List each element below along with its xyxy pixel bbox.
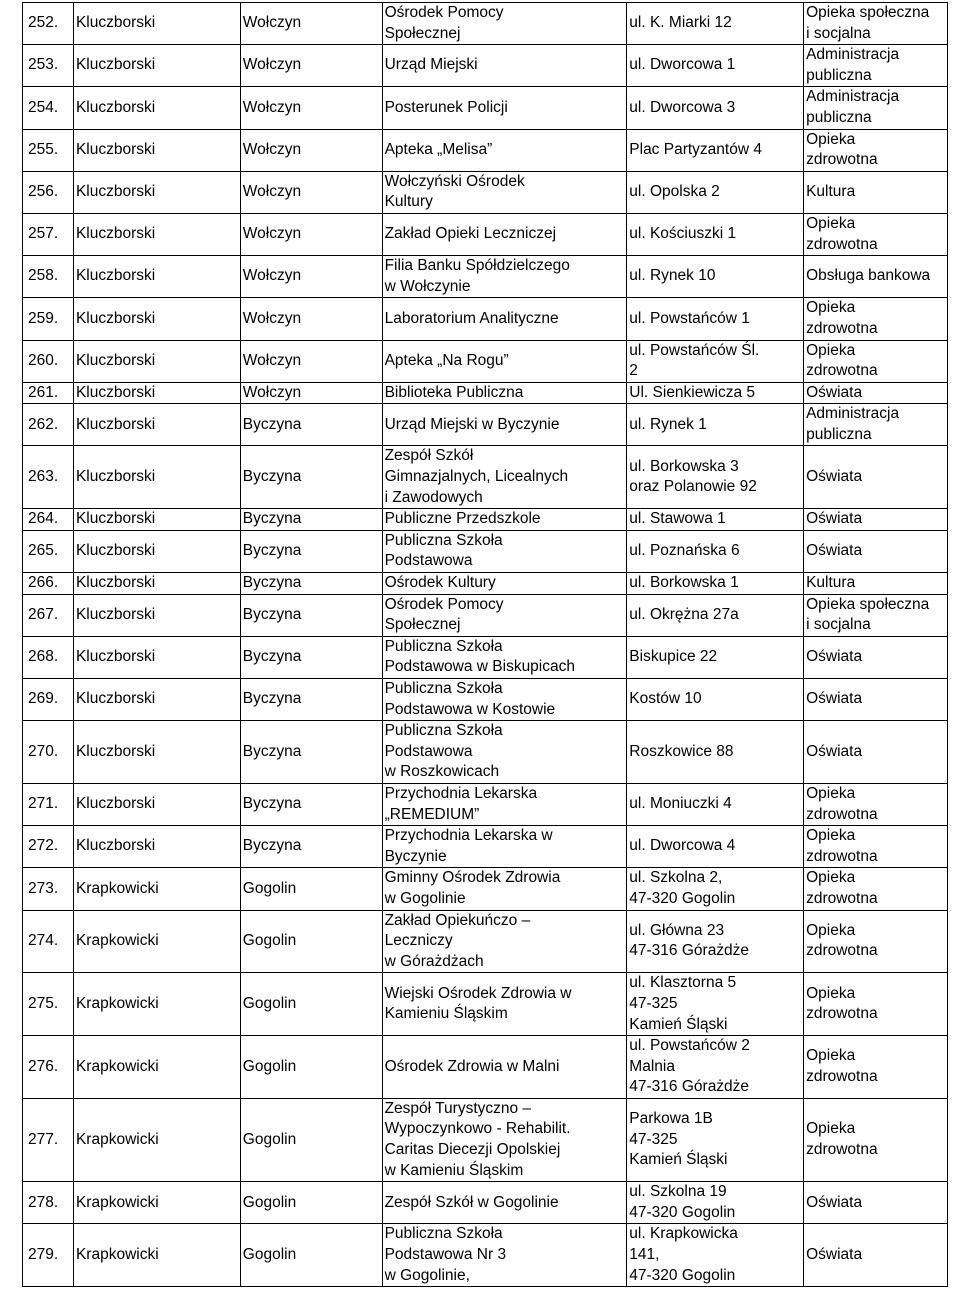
cell-category: Opieka zdrowotna — [804, 868, 948, 910]
cell-address: ul. K. Miarki 12 — [627, 3, 804, 45]
cell-address: ul. Dworcowa 4 — [627, 826, 804, 868]
cell-county: Kluczborski — [73, 3, 240, 45]
cell-number: 279. — [23, 1224, 74, 1287]
cell-number: 254. — [23, 87, 74, 129]
table-row — [23, 446, 948, 509]
cell-category: Oświata — [804, 679, 948, 721]
cell-county: Kluczborski — [73, 129, 240, 171]
cell-municipality: Wołczyn — [240, 298, 382, 340]
cell-category: Opieka zdrowotna — [804, 783, 948, 825]
cell-county: Kluczborski — [73, 171, 240, 213]
cell-address: ul. Moniuczki 4 — [627, 783, 804, 825]
cell-institution-name: Posterunek Policji — [382, 87, 627, 129]
cell-number: 276. — [23, 1036, 74, 1099]
cell-address: ul. Szkolna 19 47-320 Gogolin — [627, 1182, 804, 1224]
table-row — [23, 340, 948, 382]
cell-county: Kluczborski — [73, 446, 240, 509]
cell-number: 277. — [23, 1098, 74, 1181]
cell-municipality: Byczyna — [240, 636, 382, 678]
cell-address: ul. Opolska 2 — [627, 171, 804, 213]
cell-address: ul. Kościuszki 1 — [627, 213, 804, 255]
cell-address: Biskupice 22 — [627, 636, 804, 678]
cell-number: 262. — [23, 404, 74, 446]
cell-county: Krapkowicki — [73, 1098, 240, 1181]
table-body — [23, 3, 948, 1287]
table-row — [23, 3, 948, 45]
table-row — [23, 530, 948, 572]
institutions-table — [22, 2, 948, 1287]
cell-institution-name: Zespół Szkół w Gogolinie — [382, 1182, 627, 1224]
cell-number: 269. — [23, 679, 74, 721]
cell-county: Kluczborski — [73, 530, 240, 572]
cell-category: Opieka zdrowotna — [804, 973, 948, 1036]
cell-address: ul. Klasztorna 5 47-325 Kamień Śląski — [627, 973, 804, 1036]
cell-address: Plac Partyzantów 4 — [627, 129, 804, 171]
table-row — [23, 910, 948, 973]
cell-county: Kluczborski — [73, 573, 240, 595]
cell-category: Opieka zdrowotna — [804, 1098, 948, 1181]
cell-county: Kluczborski — [73, 594, 240, 636]
cell-county: Kluczborski — [73, 298, 240, 340]
cell-number: 253. — [23, 45, 74, 87]
cell-category: Administracja publiczna — [804, 87, 948, 129]
cell-address: ul. Powstańców 1 — [627, 298, 804, 340]
cell-category: Oświata — [804, 721, 948, 784]
cell-institution-name: Przychodnia Lekarska „REMEDIUM” — [382, 783, 627, 825]
cell-municipality: Wołczyn — [240, 340, 382, 382]
cell-category: Opieka zdrowotna — [804, 340, 948, 382]
table-row — [23, 298, 948, 340]
cell-address: ul. Powstańców Śl. 2 — [627, 340, 804, 382]
cell-number: 265. — [23, 530, 74, 572]
cell-institution-name: Publiczna Szkoła Podstawowa w Kostowie — [382, 679, 627, 721]
cell-county: Kluczborski — [73, 721, 240, 784]
cell-municipality: Byczyna — [240, 446, 382, 509]
cell-institution-name: Ośrodek Pomocy Społecznej — [382, 3, 627, 45]
cell-municipality: Gogolin — [240, 868, 382, 910]
cell-category: Oświata — [804, 530, 948, 572]
cell-category: Kultura — [804, 171, 948, 213]
cell-number: 266. — [23, 573, 74, 595]
cell-address: ul. Dworcowa 3 — [627, 87, 804, 129]
cell-municipality: Byczyna — [240, 679, 382, 721]
cell-county: Krapkowicki — [73, 868, 240, 910]
cell-institution-name: Publiczna Szkoła Podstawowa w Biskupicach — [382, 636, 627, 678]
cell-category: Opieka społeczna i socjalna — [804, 3, 948, 45]
cell-category: Oświata — [804, 1182, 948, 1224]
cell-institution-name: Ośrodek Zdrowia w Malni — [382, 1036, 627, 1099]
cell-municipality: Wołczyn — [240, 171, 382, 213]
cell-institution-name: Zespół Szkół Gimnazjalnych, Licealnych i Zawodowych — [382, 446, 627, 509]
cell-address: ul. Główna 23 47-316 Górażdże — [627, 910, 804, 973]
cell-municipality: Byczyna — [240, 509, 382, 531]
cell-institution-name: Ośrodek Pomocy Społecznej — [382, 594, 627, 636]
cell-institution-name: Zespół Turystyczno – Wypoczynkowo - Rehabilit. Caritas Diecezji Opolskiej w Kamieniu Śląskim — [382, 1098, 627, 1181]
cell-county: Kluczborski — [73, 509, 240, 531]
cell-municipality: Byczyna — [240, 721, 382, 784]
cell-address: ul. Stawowa 1 — [627, 509, 804, 531]
cell-county: Kluczborski — [73, 382, 240, 404]
cell-institution-name: Filia Banku Spółdzielczego w Wołczynie — [382, 256, 627, 298]
cell-address: ul. Borkowska 3 oraz Polanowie 92 — [627, 446, 804, 509]
cell-address: ul. Poznańska 6 — [627, 530, 804, 572]
cell-number: 267. — [23, 594, 74, 636]
table-row — [23, 636, 948, 678]
table-row — [23, 45, 948, 87]
cell-address: Roszkowice 88 — [627, 721, 804, 784]
cell-category: Oświata — [804, 382, 948, 404]
cell-municipality: Gogolin — [240, 973, 382, 1036]
cell-municipality: Gogolin — [240, 910, 382, 973]
cell-number: 257. — [23, 213, 74, 255]
cell-address: ul. Rynek 1 — [627, 404, 804, 446]
cell-county: Kluczborski — [73, 636, 240, 678]
cell-institution-name: Wiejski Ośrodek Zdrowia w Kamieniu Śląskim — [382, 973, 627, 1036]
cell-institution-name: Publiczna Szkoła Podstawowa Nr 3 w Gogolinie, — [382, 1224, 627, 1287]
cell-address: ul. Krapkowicka 141, 47-320 Gogolin — [627, 1224, 804, 1287]
table-row — [23, 256, 948, 298]
cell-address: ul. Rynek 10 — [627, 256, 804, 298]
cell-institution-name: Ośrodek Kultury — [382, 573, 627, 595]
cell-number: 256. — [23, 171, 74, 213]
cell-municipality: Wołczyn — [240, 382, 382, 404]
cell-category: Opieka społeczna i socjalna — [804, 594, 948, 636]
cell-county: Kluczborski — [73, 87, 240, 129]
cell-category: Kultura — [804, 573, 948, 595]
table-row — [23, 826, 948, 868]
cell-address: ul. Okrężna 27a — [627, 594, 804, 636]
cell-number: 260. — [23, 340, 74, 382]
cell-category: Opieka zdrowotna — [804, 213, 948, 255]
cell-category: Opieka zdrowotna — [804, 826, 948, 868]
cell-address: ul. Dworcowa 1 — [627, 45, 804, 87]
cell-municipality: Byczyna — [240, 530, 382, 572]
table-row — [23, 382, 948, 404]
cell-municipality: Gogolin — [240, 1182, 382, 1224]
cell-county: Kluczborski — [73, 826, 240, 868]
cell-category: Oświata — [804, 636, 948, 678]
cell-number: 270. — [23, 721, 74, 784]
cell-institution-name: Publiczne Przedszkole — [382, 509, 627, 531]
cell-municipality: Gogolin — [240, 1098, 382, 1181]
cell-category: Oświata — [804, 446, 948, 509]
cell-municipality: Wołczyn — [240, 129, 382, 171]
table-row — [23, 1224, 948, 1287]
cell-address: Kostów 10 — [627, 679, 804, 721]
cell-number: 275. — [23, 973, 74, 1036]
cell-county: Krapkowicki — [73, 1182, 240, 1224]
cell-address: ul. Powstańców 2 Malnia 47-316 Górażdże — [627, 1036, 804, 1099]
cell-category: Administracja publiczna — [804, 404, 948, 446]
cell-municipality: Byczyna — [240, 826, 382, 868]
table-row — [23, 973, 948, 1036]
table-row — [23, 573, 948, 595]
cell-municipality: Wołczyn — [240, 87, 382, 129]
table-row — [23, 129, 948, 171]
cell-number: 255. — [23, 129, 74, 171]
table-row — [23, 509, 948, 531]
cell-number: 252. — [23, 3, 74, 45]
cell-municipality: Wołczyn — [240, 256, 382, 298]
cell-category: Opieka zdrowotna — [804, 129, 948, 171]
cell-category: Opieka zdrowotna — [804, 1036, 948, 1099]
cell-category: Obsługa bankowa — [804, 256, 948, 298]
cell-county: Kluczborski — [73, 404, 240, 446]
cell-institution-name: Urząd Miejski w Byczynie — [382, 404, 627, 446]
cell-county: Kluczborski — [73, 679, 240, 721]
cell-institution-name: Zakład Opiekuńczo – Leczniczy w Górażdżach — [382, 910, 627, 973]
cell-category: Opieka zdrowotna — [804, 910, 948, 973]
cell-number: 272. — [23, 826, 74, 868]
table-row — [23, 721, 948, 784]
cell-address: Parkowa 1B 47-325 Kamień Śląski — [627, 1098, 804, 1181]
table-row — [23, 1182, 948, 1224]
cell-category: Administracja publiczna — [804, 45, 948, 87]
table-row — [23, 87, 948, 129]
cell-municipality: Gogolin — [240, 1224, 382, 1287]
cell-number: 278. — [23, 1182, 74, 1224]
table-row — [23, 213, 948, 255]
cell-county: Krapkowicki — [73, 973, 240, 1036]
cell-institution-name: Apteka „Melisa” — [382, 129, 627, 171]
cell-number: 261. — [23, 382, 74, 404]
cell-county: Kluczborski — [73, 783, 240, 825]
cell-institution-name: Gminny Ośrodek Zdrowia w Gogolinie — [382, 868, 627, 910]
cell-number: 263. — [23, 446, 74, 509]
cell-county: Krapkowicki — [73, 1224, 240, 1287]
cell-municipality: Wołczyn — [240, 3, 382, 45]
cell-institution-name: Publiczna Szkoła Podstawowa w Roszkowicach — [382, 721, 627, 784]
cell-county: Kluczborski — [73, 45, 240, 87]
cell-institution-name: Apteka „Na Rogu” — [382, 340, 627, 382]
table-row — [23, 404, 948, 446]
cell-county: Kluczborski — [73, 340, 240, 382]
cell-institution-name: Publiczna Szkoła Podstawowa — [382, 530, 627, 572]
cell-institution-name: Wołczyński Ośrodek Kultury — [382, 171, 627, 213]
cell-institution-name: Urząd Miejski — [382, 45, 627, 87]
cell-category: Opieka zdrowotna — [804, 298, 948, 340]
cell-number: 264. — [23, 509, 74, 531]
cell-address: ul. Borkowska 1 — [627, 573, 804, 595]
cell-municipality: Gogolin — [240, 1036, 382, 1099]
table-row — [23, 1098, 948, 1181]
table-row — [23, 783, 948, 825]
cell-number: 268. — [23, 636, 74, 678]
cell-address: Ul. Sienkiewicza 5 — [627, 382, 804, 404]
table-row — [23, 868, 948, 910]
cell-county: Kluczborski — [73, 213, 240, 255]
cell-county: Kluczborski — [73, 256, 240, 298]
cell-municipality: Byczyna — [240, 783, 382, 825]
table-row — [23, 679, 948, 721]
cell-number: 258. — [23, 256, 74, 298]
cell-institution-name: Przychodnia Lekarska w Byczynie — [382, 826, 627, 868]
cell-number: 271. — [23, 783, 74, 825]
cell-municipality: Wołczyn — [240, 45, 382, 87]
cell-institution-name: Zakład Opieki Leczniczej — [382, 213, 627, 255]
cell-municipality: Byczyna — [240, 404, 382, 446]
cell-municipality: Byczyna — [240, 594, 382, 636]
cell-address: ul. Szkolna 2, 47-320 Gogolin — [627, 868, 804, 910]
cell-municipality: Wołczyn — [240, 213, 382, 255]
cell-county: Krapkowicki — [73, 910, 240, 973]
cell-institution-name: Biblioteka Publiczna — [382, 382, 627, 404]
cell-number: 273. — [23, 868, 74, 910]
cell-category: Oświata — [804, 509, 948, 531]
table-row — [23, 171, 948, 213]
cell-county: Krapkowicki — [73, 1036, 240, 1099]
cell-number: 259. — [23, 298, 74, 340]
cell-municipality: Byczyna — [240, 573, 382, 595]
cell-institution-name: Laboratorium Analityczne — [382, 298, 627, 340]
cell-number: 274. — [23, 910, 74, 973]
table-row — [23, 1036, 948, 1099]
cell-category: Oświata — [804, 1224, 948, 1287]
table-row — [23, 594, 948, 636]
